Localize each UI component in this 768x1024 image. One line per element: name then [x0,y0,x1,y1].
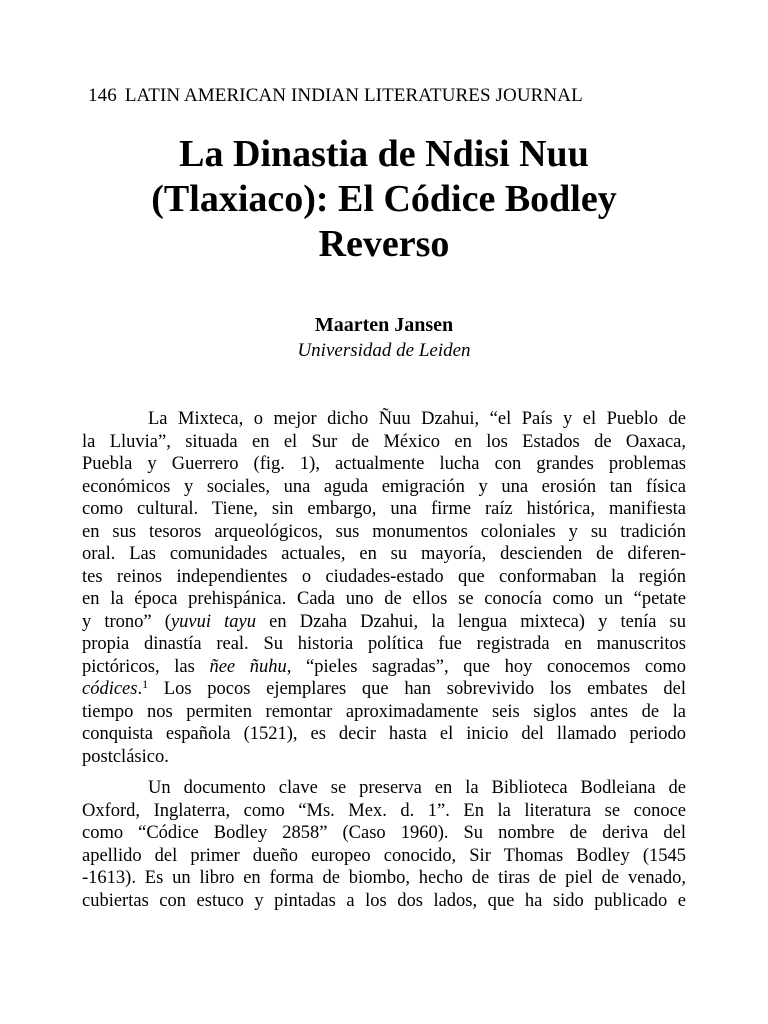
text-line: Puebla y Guerrero (fig. 1), actualmente lucha con grandes problemas [82,454,686,474]
footnote-marker[interactable]: 1 [142,677,149,691]
text-run: pictóricos, las [82,656,210,677]
article-title [60,132,708,267]
text-line [82,656,686,679]
text-line: propia dinastía real. Su historia política fue registrada en manuscritos [82,634,686,654]
title-line-3: Reverso [318,223,450,265]
article-body [82,408,686,912]
text-line: -1613). Es un libro en forma de biombo, hecho de tiras de piel de venado, [82,868,686,888]
journal-name: LATIN AMERICAN INDIAN LITERATURES JOURNAL [124,85,583,106]
text-run: , “pieles sagradas”, que hoy conocemos como [286,656,686,677]
running-head [88,84,688,108]
text-run: en Dzaha Dzahui, la lengua mixteca) y tenía su [256,611,687,632]
text-line: en sus tesoros arqueológicos, sus monumentos coloniales y su tradición [82,521,686,542]
text-line: como “Códice Bodley 2858” (Caso 1960). Su nombre de deriva del [82,823,686,843]
text-line: La Mixteca, o mejor dicho Ñuu Dzahui, “el País y el Pueblo de [148,409,686,429]
text-line [82,678,686,701]
text-line: económicos y sociales, una aguda emigración y una erosión tan física [82,476,686,497]
mixtec-term-yuvui-tayu: yuvui tayu [170,611,257,632]
author-affiliation: Universidad de Leiden [297,340,471,361]
text-line: la Lluvia”, situada en el Sur de México en los Estados de Oaxaca, [82,431,686,452]
paragraph-2 [82,777,686,912]
term-codices: códices [82,679,138,699]
title-line-2: (Tlaxiaco): El Códice Bodley [151,178,617,220]
text-line: oral. Las comunidades actuales, en su mayoría, descienden de diferen- [82,544,686,564]
text-line: conquista española (1521), es decir hasta el inicio del llamado periodo [82,724,686,744]
text-run: y trono” ( [82,611,171,632]
author-name: Maarten Jansen [314,314,454,336]
text-line: postclásico. [82,746,169,767]
text-line: apellido del primer dueño europeo conocido, Sir Thomas Bodley (1545 [82,845,686,866]
text-line: Oxford, Inglaterra, como “Ms. Mex. d. 1”. En la literatura se conoce [82,800,686,821]
text-line: tes reinos independientes o ciudades-estado que conformaban la región [82,566,686,587]
text-run: Los pocos ejemplares que han sobrevivido los embates del [148,679,686,699]
text-line: tiempo nos permiten remontar aproximadamente seis siglos antes de la [82,701,686,722]
text-line: cubiertas con estuco y pintadas a los dos lados, que ha sido publicado e [82,890,686,911]
text-line: como cultural. Tiene, sin embargo, una firme raíz histórica, manifiesta [82,499,686,519]
paragraph-1 [82,408,686,768]
title-line-1: La Dinastia de Ndisi Nuu [179,133,589,175]
text-line: en la época prehispánica. Cada uno de ellos se conocía como un “petate [82,589,686,609]
mixtec-term-nee-nuhu: ñee ñuhu [209,656,287,677]
text-line [82,611,686,634]
text-run: . [137,679,143,699]
text-line: Un documento clave se preserva en la Biblioteca Bodleiana de [148,778,686,798]
page-number: 146 [88,85,117,106]
